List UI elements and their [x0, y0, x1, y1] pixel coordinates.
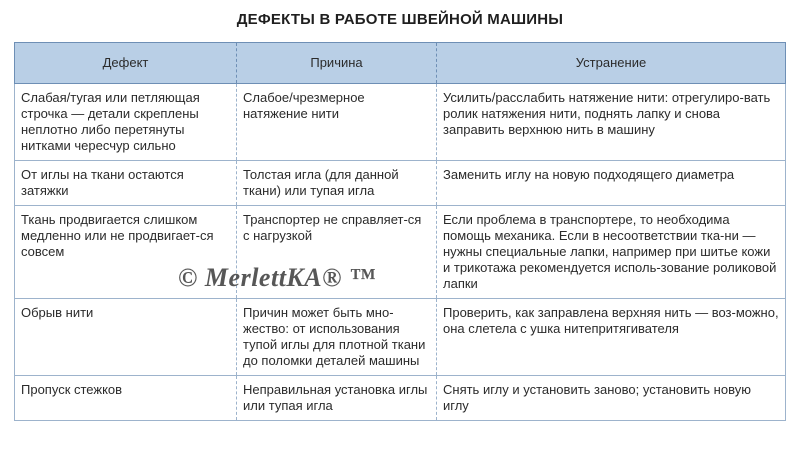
cause-cell: Толстая игла (для данной ткани) или тупая игла [237, 161, 437, 206]
column-header-cause: Причина [237, 43, 437, 84]
cause-cell: Неправильная установка иглы или тупая игла [237, 376, 437, 421]
defect-cell: Пропуск стежков [15, 376, 237, 421]
defect-cell: От иглы на ткани остаются затяжки [15, 161, 237, 206]
table-row [15, 84, 786, 161]
table-row [15, 161, 786, 206]
table-row [15, 206, 786, 299]
table-title: ДЕФЕКТЫ В РАБОТЕ ШВЕЙНОЙ МАШИНЫ [236, 11, 564, 28]
fix-cell: Снять иглу и установить заново; установить новую иглу [437, 376, 786, 421]
fix-cell: Проверить, как заправлена верхняя нить — воз-можно, она слетела с ушка нитепритягивателя [437, 299, 786, 376]
cause-cell: Причин может быть мно-жество: от использования тупой иглы для плотной ткани до поломки деталей машины [237, 299, 437, 376]
defect-cell: Слабая/тугая или петляющая строчка — детали скреплены неплотно либо перетянуты нитками чересчур сильно [15, 84, 237, 161]
column-header-defect: Дефект [15, 43, 237, 84]
watermark: © MerlettKA® ™ [178, 263, 376, 292]
defect-cell: Обрыв нити [15, 299, 237, 376]
column-header-fix: Устранение [437, 43, 786, 84]
header-row [15, 43, 786, 84]
table-row [15, 376, 786, 421]
cause-cell: Транспортер не справляет-ся с нагрузкой [237, 206, 437, 299]
defect-cell: Ткань продвигается слишком медленно или не продвигает-ся совсем [15, 206, 237, 299]
fix-cell: Если проблема в транспортере, то необходима помощь механика. Если в несоответствии тка-ни — нужны специальные лапки, например при шитье кожи и трикотажа рекомендуется исполь-зование роликовой лапки [437, 206, 786, 299]
defects-table [14, 42, 786, 421]
cause-cell: Слабое/чрезмерное натяжение нити [237, 84, 437, 161]
fix-cell: Заменить иглу на новую подходящего диаметра [437, 161, 786, 206]
fix-cell: Усилить/расслабить натяжение нити: отрегулиро-вать ролик натяжения нити, поднять лапку и снова заправить верхнюю нить в машину [437, 84, 786, 161]
table-row [15, 299, 786, 376]
